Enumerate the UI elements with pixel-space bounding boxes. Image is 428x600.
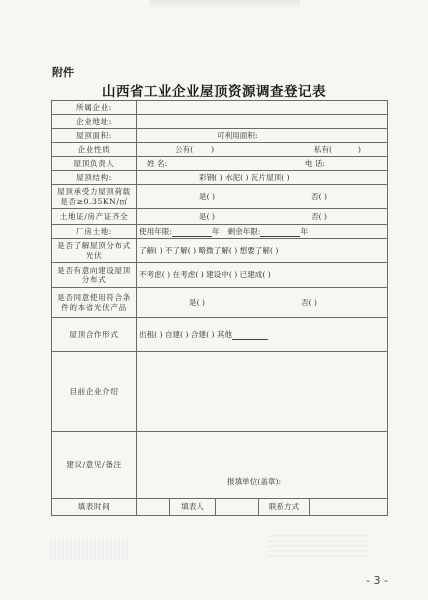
- remaining-years-unit: 年: [300, 226, 309, 236]
- scan-stamp-mark: [50, 538, 130, 560]
- intro-label: 目前企业介绍: [52, 352, 137, 432]
- land-cert-label: 土地证/房产证齐全: [52, 209, 137, 225]
- years-used-unit: 年: [211, 226, 220, 236]
- land-cert-field[interactable]: [137, 209, 388, 225]
- private-close: ): [358, 144, 361, 154]
- cooperation-options[interactable]: 出租( ) 自建( ) 合建( ) 其他: [139, 329, 233, 339]
- intent-options[interactable]: 不考虑( ) 在考虑( ) 建设中( ) 已建成( ): [139, 270, 271, 280]
- cooperation-label: 屋顶合作形式: [52, 318, 137, 352]
- row-nature: [52, 143, 388, 157]
- company-label: 所属企业:: [52, 101, 137, 115]
- load-field[interactable]: [137, 185, 388, 209]
- structure-field[interactable]: [137, 171, 388, 185]
- reporting-unit-label: 报填单位(盖章):: [227, 476, 282, 486]
- pv-knowledge-label: 是否了解屋顶分布式光伏: [52, 239, 137, 263]
- land-cert-no[interactable]: 否( ): [311, 211, 327, 221]
- attachment-label: 附件: [52, 66, 74, 79]
- roof-area-field[interactable]: [137, 129, 388, 143]
- agree-no[interactable]: 否( ): [301, 297, 317, 307]
- intent-field[interactable]: [137, 263, 388, 288]
- suggest-field[interactable]: [137, 432, 388, 499]
- row-land: [52, 225, 388, 239]
- load-no[interactable]: 否( ): [311, 191, 327, 201]
- suggest-label: 建议/意见/备注: [52, 432, 137, 499]
- footer-fields: [137, 499, 388, 516]
- nature-label: 企业性质: [52, 143, 137, 157]
- agree-label: 是否同意使用符合条件的本省光伏产品: [52, 288, 137, 318]
- usable-area-label: 可利用面积:: [217, 130, 258, 140]
- structure-label: 屋顶结构:: [52, 171, 137, 185]
- row-footer: [52, 499, 388, 516]
- address-label: 企业地址:: [52, 115, 137, 129]
- manager-phone-label: 电 话:: [304, 158, 325, 168]
- intro-field[interactable]: [137, 352, 388, 432]
- public-option[interactable]: 公有(: [175, 144, 194, 154]
- agree-yes[interactable]: 是( ): [189, 297, 205, 307]
- company-field[interactable]: [137, 101, 388, 115]
- public-close: ): [211, 144, 215, 154]
- cooperation-other-blank[interactable]: [232, 329, 268, 339]
- pv-knowledge-options[interactable]: 了解( ) 不了解( ) 略微了解( ) 想要了解( ): [139, 245, 279, 255]
- page-number: - 3 -: [366, 574, 388, 587]
- survey-form-table: [51, 100, 388, 516]
- row-intro: [52, 352, 388, 432]
- load-label: 屋顶承受力屋顶荷载是否≥0.35KN/㎡: [52, 185, 137, 209]
- fill-date-field[interactable]: [137, 499, 170, 515]
- land-label: 厂房土地:: [52, 225, 137, 239]
- row-pv-knowledge: [52, 239, 388, 263]
- private-option[interactable]: 私有(: [313, 144, 333, 154]
- scan-shadow: [150, 0, 300, 10]
- nature-field[interactable]: [137, 143, 388, 157]
- form-title: 山西省工业企业屋顶资源调查登记表: [102, 84, 326, 100]
- roof-manager-label: 屋顶负责人: [52, 157, 137, 171]
- structure-options[interactable]: 彩钢( ) 水泥( ) 瓦片屋顶( ): [199, 172, 290, 182]
- load-yes[interactable]: 是( ): [199, 191, 215, 201]
- contact-label: 联系方式: [259, 499, 310, 515]
- scan-stamp-mark-2: [268, 533, 368, 557]
- row-land-cert: [52, 209, 388, 225]
- row-company: [52, 101, 388, 115]
- land-field[interactable]: [137, 225, 388, 239]
- row-roof-area: [52, 129, 388, 143]
- row-suggest: [52, 432, 388, 499]
- intent-label: 是否有意向建设屋顶分布式: [52, 263, 137, 288]
- agree-field[interactable]: [137, 288, 388, 318]
- fill-date-label: 填表时间: [52, 499, 137, 516]
- land-cert-yes[interactable]: 是( ): [199, 211, 215, 221]
- row-cooperation: [52, 318, 388, 352]
- row-structure: [52, 171, 388, 185]
- manager-name-label: 姓 名:: [147, 158, 168, 168]
- contact-field[interactable]: [310, 499, 387, 515]
- pv-knowledge-field[interactable]: [137, 239, 388, 263]
- roof-area-label: 屋顶面积:: [52, 129, 137, 143]
- years-used-label: 使用年限:: [139, 226, 172, 236]
- row-roof-manager: [52, 157, 388, 171]
- filler-field[interactable]: [216, 499, 259, 515]
- row-agree: [52, 288, 388, 318]
- roof-manager-field[interactable]: [137, 157, 388, 171]
- filler-label: 填表人: [170, 499, 216, 515]
- remaining-years-blank[interactable]: [260, 226, 300, 236]
- years-used-blank[interactable]: [172, 226, 212, 236]
- cooperation-field[interactable]: [137, 318, 388, 352]
- row-intent: [52, 263, 388, 288]
- address-field[interactable]: [137, 115, 388, 129]
- remaining-years-label: 剩余年限:: [227, 226, 261, 236]
- row-address: [52, 115, 388, 129]
- row-load: [52, 185, 388, 209]
